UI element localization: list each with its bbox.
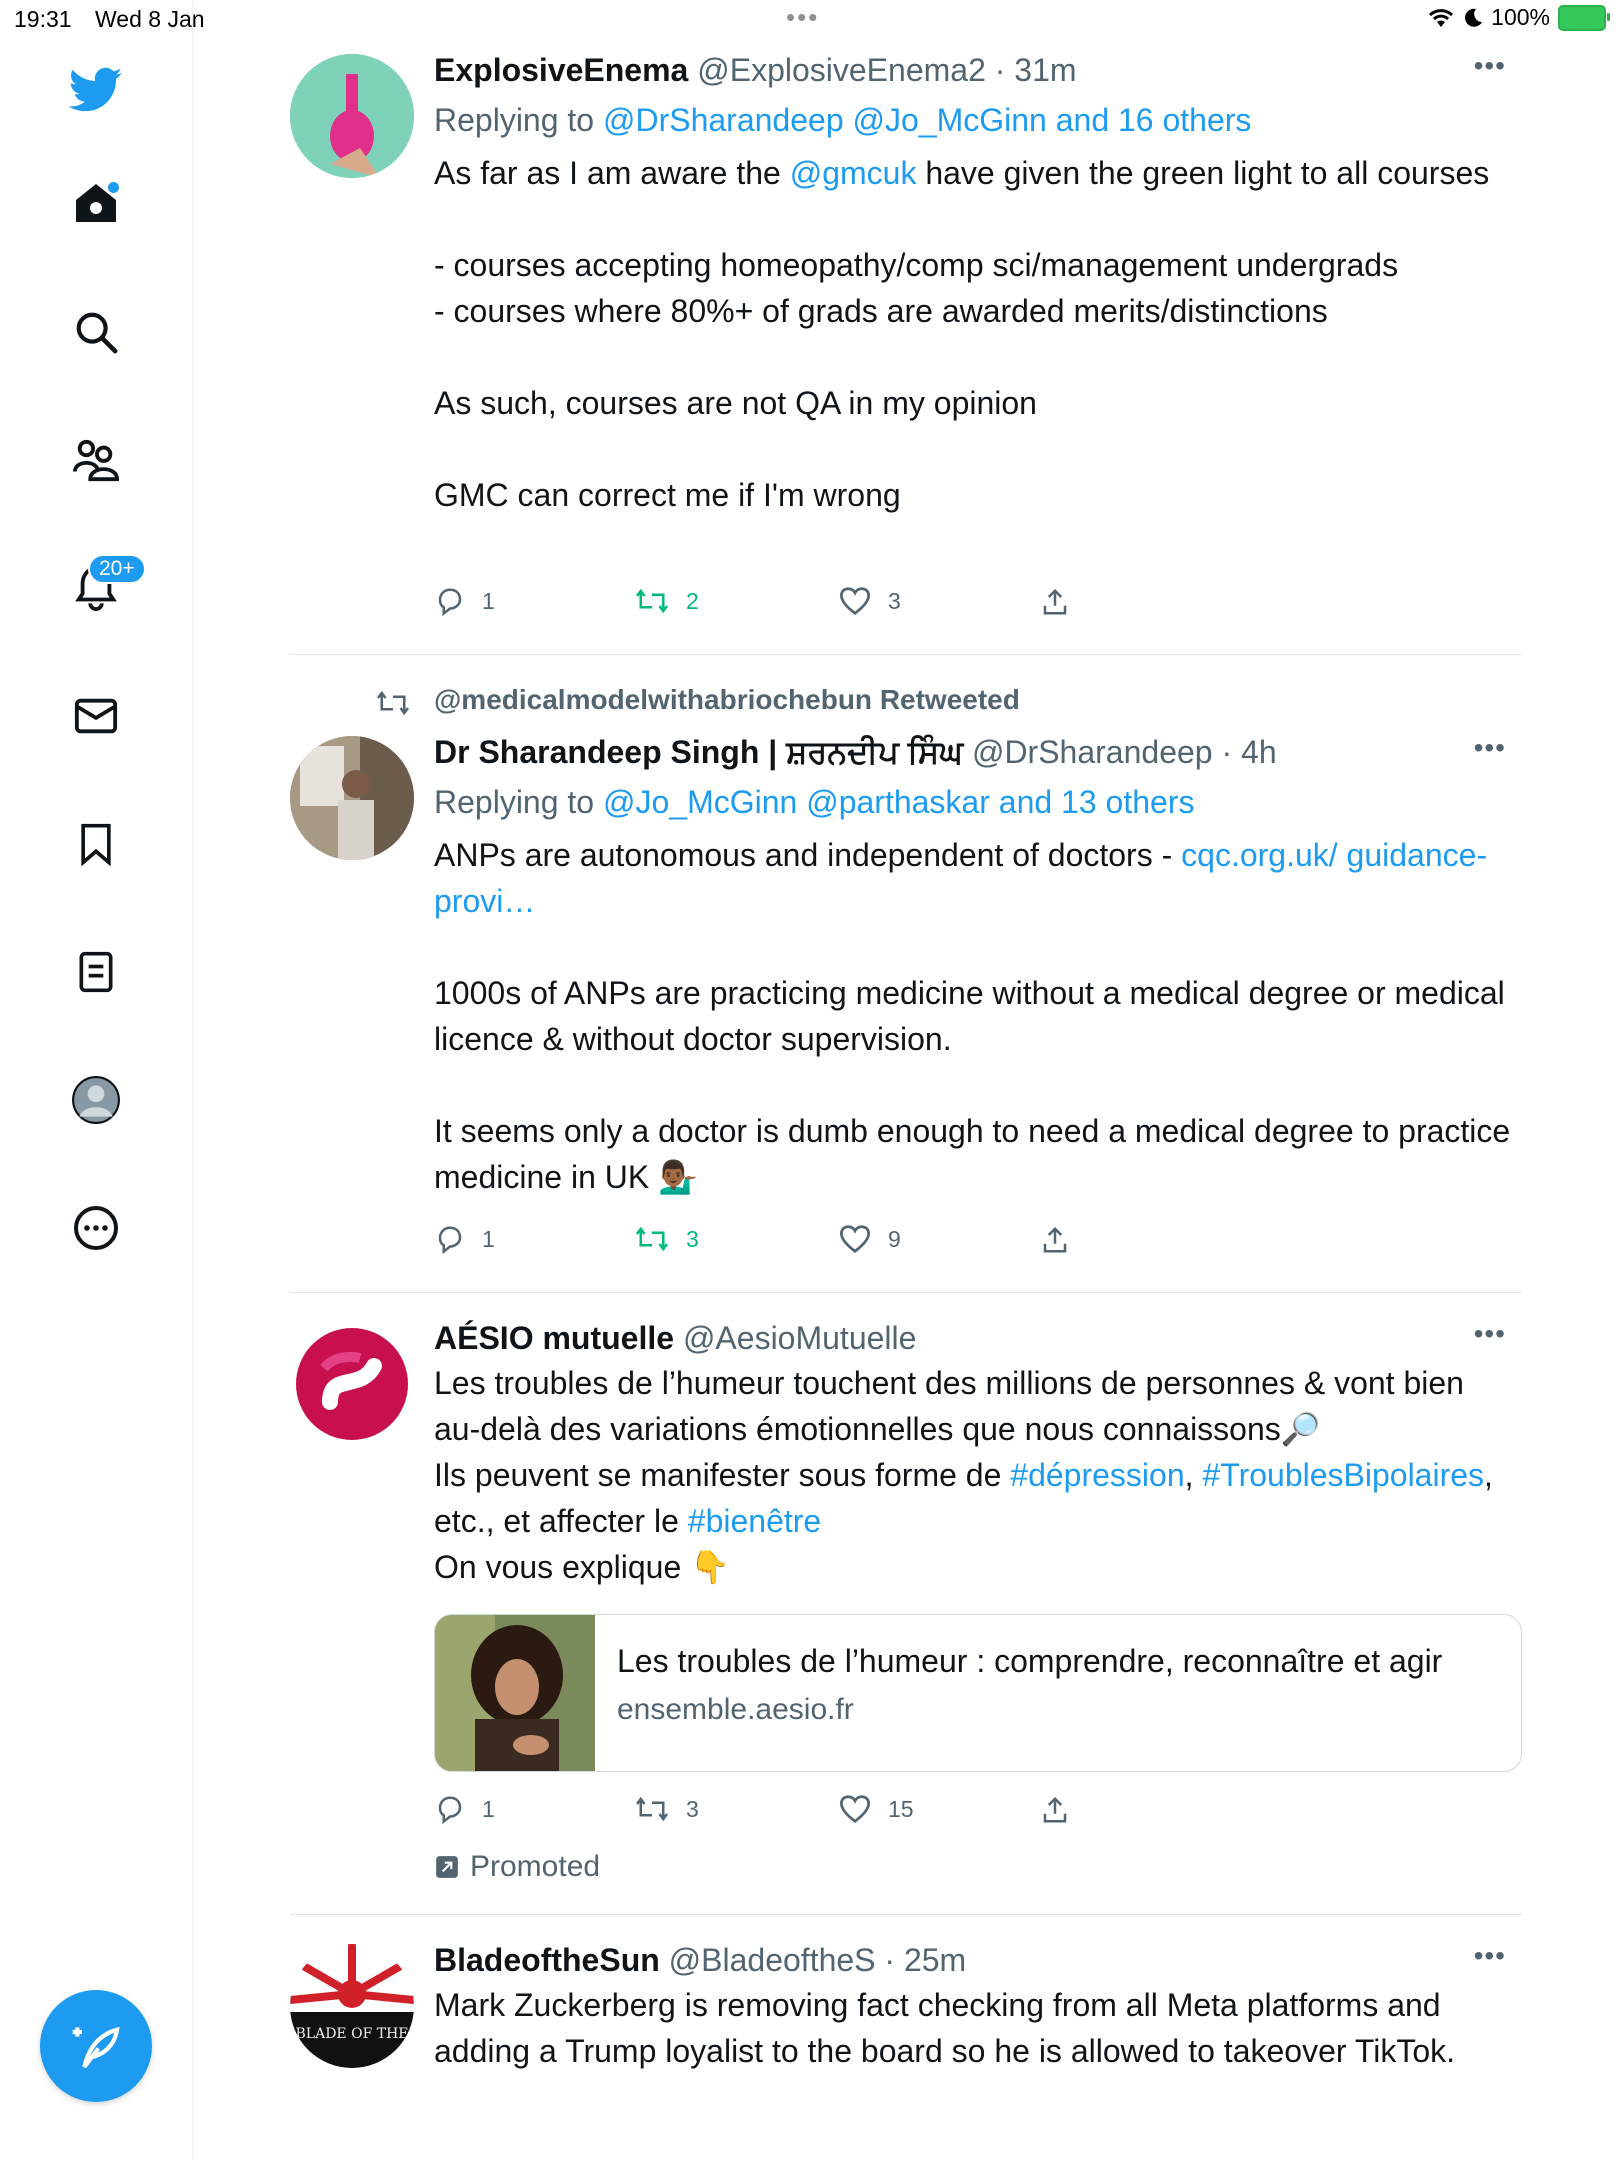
retweet-icon <box>634 586 670 616</box>
retweeted-by-label[interactable]: @medicalmodelwithabriochebun Retweeted <box>434 684 1020 715</box>
twitter-logo-icon[interactable] <box>66 60 126 120</box>
avatar-bladeofthesun[interactable] <box>290 1944 414 2068</box>
share-icon <box>1040 586 1070 618</box>
heart-icon <box>838 1224 872 1254</box>
author-name[interactable]: ExplosiveEnema <box>434 52 689 88</box>
tweet-time[interactable]: · 25m <box>884 1942 967 1978</box>
avatar-drsharandeep[interactable] <box>290 736 414 860</box>
retweet-icon <box>634 1794 670 1824</box>
replying-to-links[interactable]: @Jo_McGinn @parthaskar and 13 others <box>602 784 1195 820</box>
tweet-divider <box>290 1914 1522 1915</box>
reply-button[interactable]: 1 <box>434 1224 495 1254</box>
tweet-actions <box>434 1794 1134 1834</box>
author-handle[interactable]: @DrSharandeep <box>971 734 1213 770</box>
status-time: 19:31 <box>14 6 72 32</box>
link-card-domain: ensemble.aesio.fr <box>617 1693 854 1726</box>
tweet-actions <box>434 1224 1134 1264</box>
heart-icon <box>838 1794 872 1824</box>
reply-icon <box>434 1224 466 1254</box>
tweet-actions <box>434 586 1134 626</box>
tweet-more-icon[interactable]: ••• <box>1473 1318 1506 1349</box>
hashtag-bienetre[interactable]: #bienêtre <box>687 1503 822 1539</box>
retweet-icon <box>634 1224 670 1254</box>
link-card[interactable] <box>434 1614 1522 1772</box>
like-button[interactable]: 3 <box>838 586 901 616</box>
replying-to: Replying to @Jo_McGinn @parthaskar and 13 others <box>434 784 1195 820</box>
tweet-text: Les troubles de l’humeur touchent des millions de personnes & vont bien au-delà des variations émotionnelles que nous connaissons🔎 Ils peuvent se manifester sous forme de #dépression, #TroublesBipolaires, etc., et affecter le #bienêtre On vous explique 👇 <box>434 1365 1493 1585</box>
more-options-icon[interactable] <box>66 1198 126 1258</box>
promoted-label: Promoted <box>434 1850 600 1884</box>
tweet-time[interactable]: · 31m <box>994 52 1077 88</box>
tweet-more-icon[interactable]: ••• <box>1473 50 1506 81</box>
author-handle[interactable]: @BladeoftheS <box>668 1942 876 1978</box>
reply-icon <box>434 586 466 616</box>
tweet-text: Mark Zuckerberg is removing fact checking from all Meta platforms and adding a Trump loyalist to the board so he is allowed to takeover TikTok. <box>434 1987 1455 2069</box>
status-date: Wed 8 Jan <box>95 6 205 32</box>
share-icon <box>1040 1794 1070 1826</box>
hashtag-troublesbipolaires[interactable]: #TroublesBipolaires <box>1202 1457 1485 1493</box>
share-button[interactable] <box>1040 1794 1070 1826</box>
battery-percent: 100% <box>1491 4 1550 30</box>
retweet-button[interactable]: 3 <box>634 1794 699 1824</box>
notifications-badge: 20+ <box>88 554 146 584</box>
moon-icon <box>1463 7 1483 29</box>
battery-icon <box>1558 5 1606 31</box>
tweet-divider <box>290 654 1522 655</box>
messages-icon[interactable] <box>66 686 126 746</box>
reply-button[interactable]: 1 <box>434 1794 495 1824</box>
retweeted-icon <box>374 688 412 718</box>
avatar-aesio[interactable] <box>290 1322 414 1446</box>
status-bar <box>0 0 1620 40</box>
tweet-explosiveenema[interactable] <box>290 50 1522 650</box>
avatar-explosiveenema[interactable] <box>290 54 414 178</box>
reply-button[interactable]: 1 <box>434 586 495 616</box>
mention-gmcuk[interactable]: @gmcuk <box>789 155 917 191</box>
tweet-more-icon[interactable]: ••• <box>1473 732 1506 763</box>
bookmarks-icon[interactable] <box>66 814 126 874</box>
profile-avatar-icon[interactable] <box>66 1070 126 1130</box>
tweet-text: ANPs are autonomous and independent of doctors - cqc.org.uk/ guidance-provi… 1000s of ANPs are practicing medicine without a medical degree or medical licence & without doctor supervision. It seems only a doctor is dumb enough to need a medical degree to practice medicine in UK 💁🏾‍♂️ <box>434 837 1511 1195</box>
reply-icon <box>434 1794 466 1824</box>
heart-icon <box>838 586 872 616</box>
tweet-bladeofthesun[interactable] <box>290 1940 1522 2160</box>
like-button[interactable]: 15 <box>838 1794 914 1824</box>
author-name[interactable]: Dr Sharandeep Singh | ਸ਼ਰਨਦੀਪ ਸਿੰਘ <box>434 734 964 770</box>
lists-icon[interactable] <box>66 942 126 1002</box>
svg-text:BLADE OF THE: BLADE OF THE <box>295 2026 409 2042</box>
compose-tweet-button[interactable] <box>40 1990 152 2102</box>
tweet-time[interactable]: · 4h <box>1221 734 1277 770</box>
home-icon[interactable] <box>66 174 126 234</box>
tweet-aesio-promoted[interactable] <box>290 1318 1522 1898</box>
link-card-title: Les troubles de l’humeur : comprendre, reconnaître et agir <box>617 1643 1443 1679</box>
share-icon <box>1040 1224 1070 1256</box>
share-button[interactable] <box>1040 586 1070 618</box>
compose-feather-icon <box>68 2018 124 2074</box>
retweet-button[interactable]: 2 <box>634 586 699 616</box>
search-icon[interactable] <box>66 302 126 362</box>
wifi-icon <box>1427 7 1455 29</box>
replying-to-links[interactable]: @DrSharandeep @Jo_McGinn and 16 others <box>602 102 1252 138</box>
tweet-more-icon[interactable]: ••• <box>1473 1940 1506 1971</box>
tweet-drsharandeep[interactable] <box>290 680 1522 1280</box>
author-name[interactable]: AÉSIO mutuelle <box>434 1320 675 1356</box>
sidebar <box>0 0 193 2160</box>
author-name[interactable]: BladeoftheSun <box>434 1942 660 1978</box>
author-handle[interactable]: @AesioMutuelle <box>682 1320 917 1356</box>
cqc-link[interactable]: cqc.org.uk/ guidance-provi… <box>434 837 1488 919</box>
tweet-divider <box>290 1292 1522 1293</box>
replying-to: Replying to @DrSharandeep @Jo_McGinn and 16 others <box>434 102 1252 138</box>
share-button[interactable] <box>1040 1224 1070 1256</box>
like-button[interactable]: 9 <box>838 1224 901 1254</box>
tweet-text: As far as I am aware the @gmcuk have given the green light to all courses - courses accepting homeopathy/comp sci/management undergrads - courses where 80%+ of grads are awarded merits/distinctions As such, courses are not QA in my opinion GMC can correct me if I'm wrong <box>434 155 1490 513</box>
link-card-image <box>435 1615 595 1771</box>
multitasking-dots-icon[interactable]: ••• <box>786 2 820 32</box>
author-handle[interactable]: @ExplosiveEnema2 <box>697 52 986 88</box>
hashtag-depression[interactable]: #dépression <box>1010 1457 1185 1493</box>
promoted-icon <box>434 1854 460 1880</box>
home-unread-dot <box>106 180 121 195</box>
communities-icon[interactable] <box>66 430 126 490</box>
retweet-button[interactable]: 3 <box>634 1224 699 1254</box>
